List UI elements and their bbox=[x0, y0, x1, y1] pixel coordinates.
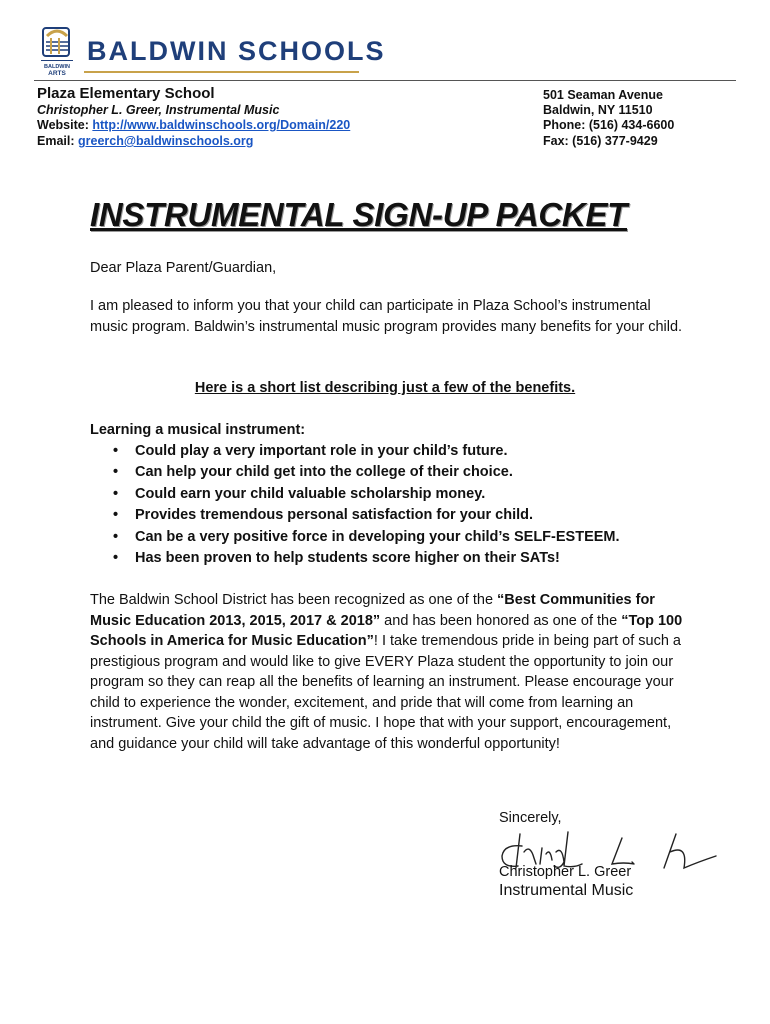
award-top-100: “Top 100 Schools in America for Music Education” bbox=[90, 612, 683, 649]
bullet-icon: • bbox=[113, 464, 119, 481]
benefit-text: Has been proven to help students score higher on their SATs! bbox=[135, 550, 560, 567]
benefit-text: Can be a very positive force in developing your child’s SELF-ESTEEM. bbox=[135, 528, 620, 545]
signer-title: Instrumental Music bbox=[499, 882, 634, 899]
learning-heading: Learning a musical instrument: bbox=[90, 422, 306, 438]
email-link[interactable]: greerch@baldwinschools.org bbox=[78, 134, 254, 148]
fax-number: Fax: (516) 377-9429 bbox=[543, 134, 658, 148]
list-item bbox=[113, 462, 735, 483]
recognition-paragraph bbox=[90, 590, 690, 754]
address-city: Baldwin, NY 11510 bbox=[543, 103, 653, 117]
benefits-intro: Here is a short list describing just a few of the benefits. bbox=[194, 380, 576, 396]
recognition-text-3: ! I take tremendous pride in being part of such a prestigious program and would like to give EVERY Plaza student the opportunity to join our program so they can reap all the benefits of learning an instrument. Please encourage your child to experience the wonder, excitement, and pride that will come from learning an instrument. Give your child the gift of music. I hope that with your support, encouragement, and guidance your child will take advantage of this wonderful opportunity! bbox=[90, 633, 681, 752]
bullet-icon: • bbox=[113, 528, 119, 545]
bullet-icon: • bbox=[113, 443, 119, 459]
bullet-icon: • bbox=[113, 485, 119, 502]
benefit-text: Provides tremendous personal satisfaction for your child. bbox=[135, 507, 534, 524]
page-title: INSTRUMENTAL SIGN-UP PACKET bbox=[90, 196, 628, 233]
recognition-text-2: and has been honored as one of the bbox=[380, 612, 622, 629]
signer-name: Christopher L. Greer bbox=[499, 864, 632, 880]
award-best-communities: “Best Communities for Music Education 2013, 2015, 2017 & 2018” bbox=[90, 592, 655, 629]
benefits-list bbox=[90, 441, 735, 569]
list-item bbox=[113, 441, 735, 462]
recognition-text-1: The Baldwin School District has been recognized as one of the bbox=[90, 592, 498, 608]
address-street: 501 Seaman Avenue bbox=[543, 88, 663, 102]
logo-underline bbox=[84, 71, 359, 73]
list-item bbox=[113, 505, 735, 526]
bullet-icon: • bbox=[113, 507, 119, 524]
greeting: Dear Plaza Parent/Guardian, bbox=[90, 260, 277, 276]
svg-text:BALDWIN: BALDWIN bbox=[44, 64, 70, 70]
svg-text:ARTS: ARTS bbox=[48, 70, 66, 77]
school-name: Plaza Elementary School bbox=[37, 85, 215, 102]
email-label: Email: bbox=[37, 134, 75, 148]
email-line bbox=[37, 134, 253, 148]
school-district-wordmark: BALDWIN SCHOOLS bbox=[87, 36, 386, 66]
website-label: Website: bbox=[37, 118, 89, 132]
header-divider bbox=[34, 80, 736, 81]
bullet-icon: • bbox=[113, 550, 119, 567]
list-item bbox=[113, 527, 735, 548]
list-item bbox=[113, 484, 735, 505]
closing-sincerely: Sincerely, bbox=[499, 810, 562, 826]
list-item bbox=[113, 548, 735, 569]
website-link[interactable]: http://www.baldwinschools.org/Domain/220 bbox=[92, 118, 351, 132]
teacher-line: Christopher L. Greer, Instrumental Music bbox=[37, 103, 280, 117]
benefit-text: Can help your child get into the college of their choice. bbox=[135, 464, 513, 481]
benefit-text: Could play a very important role in your child’s future. bbox=[135, 443, 508, 459]
intro-paragraph: I am pleased to inform you that your child can participate in Plaza School’s instrumental music program. Baldwin’s instrumental music program provides many benefits for your child. bbox=[90, 298, 683, 335]
benefit-text: Could earn your child valuable scholarship money. bbox=[135, 485, 486, 502]
baldwin-arts-emblem bbox=[37, 22, 77, 78]
phone-number: Phone: (516) 434-6600 bbox=[543, 118, 675, 132]
website-line bbox=[37, 118, 350, 132]
